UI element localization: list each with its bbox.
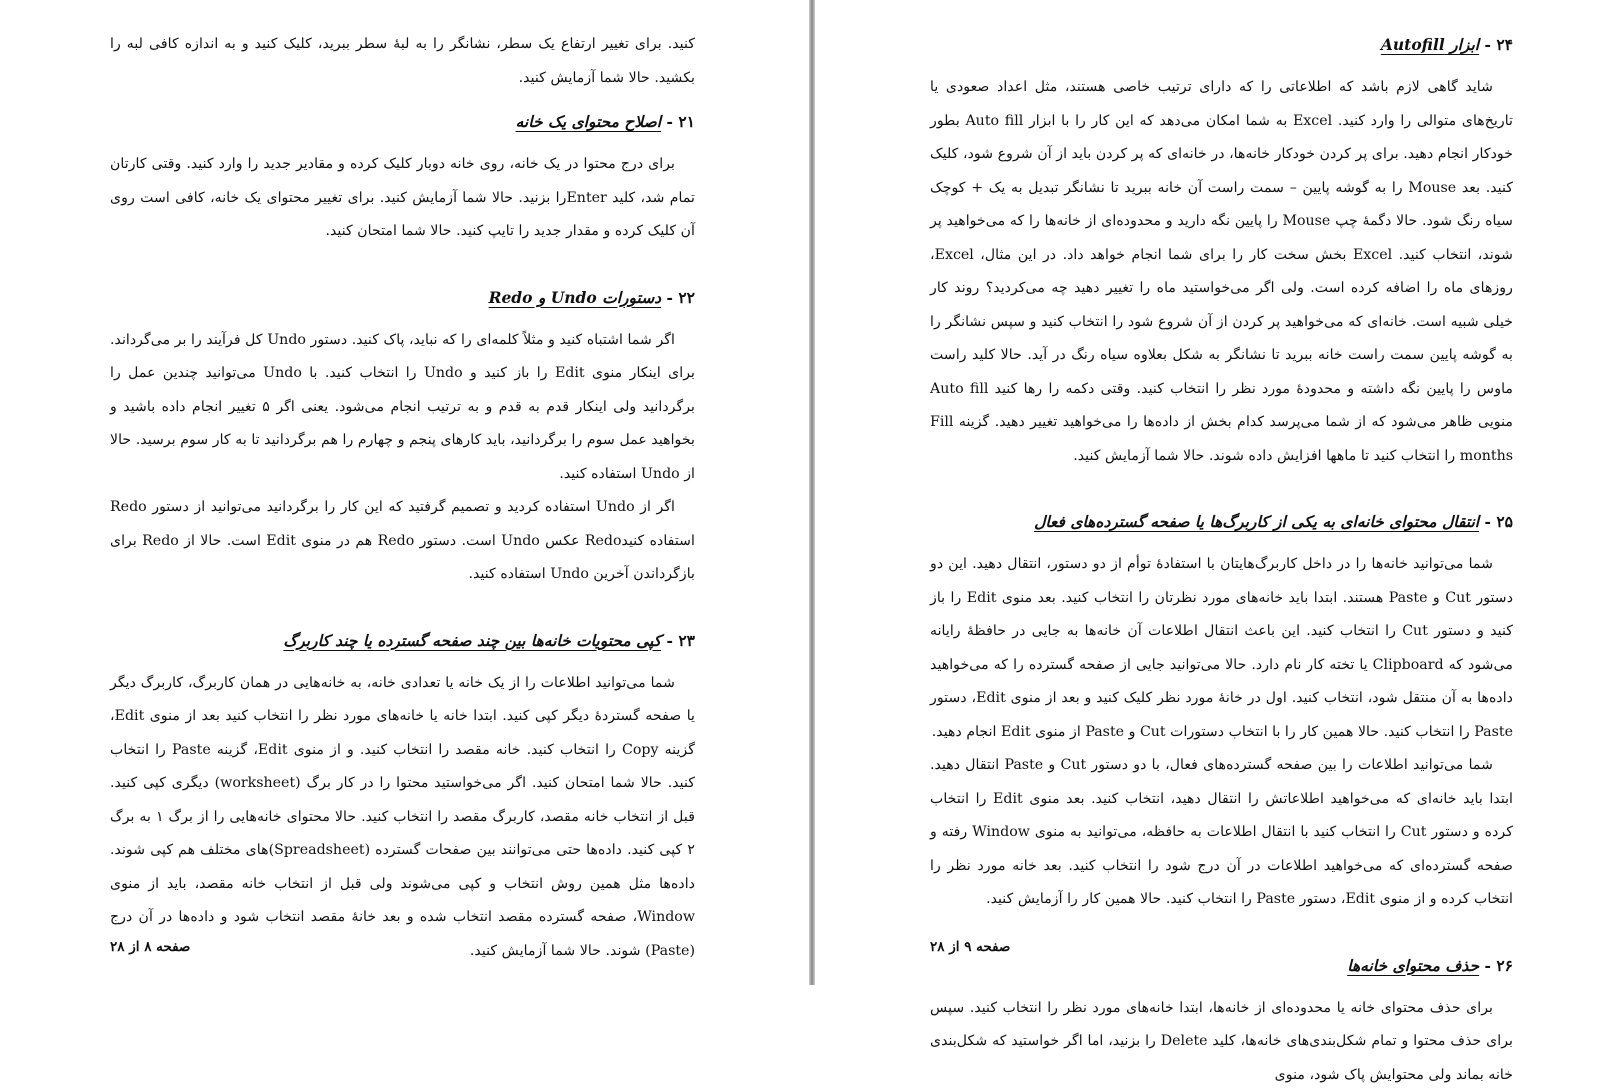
section-paragraph: شما می‌توانید اطلاعات را از یک خانه یا تعدادی خانه، به خانه‌هایی در همان کاربرگ، کاربرگ دیگر یا صفحه گستردهٔ دیگر کپی کنید. ابتدا خانه یا خانه‌های مورد نظر را انتخاب کنید بعد از منوی Edit، گزینه Copy را انتخاب کنید. خانه مقصد را انتخاب کنید. و از منوی Edit، گزینه Paste را انتخاب کنید. حالا شما امتحان کنید. اگر می‌خواستید محتوا را در کار برگ (worksheet) دیگری کپی کنید. قبل از انتخاب خانه مقصد، کاربرگ مقصد را انتخاب کنید. حالا محتوای خانه‌هایی را از برگ ۱ به برگ ۲ کپی کنید. داده‌ها حتی می‌توانند بین صفحات گسترده (Spreadsheet)های مختلف هم کپی شوند. داده‌ها مثل همین روش انتخاب و کپی می‌شوند ولی قبل از انتخاب خانه مقصد، باید از منوی Window، صفحه گسترده مقصد انتخاب شده و بعد خانهٔ مقصد انتخاب شود و داده‌ها در آن درج (Paste) شوند. حالا شما آزمایش کنید. (110, 667, 695, 969)
page-number-footer: صفحه ۹ از ۲۸ (930, 939, 1010, 955)
section-title: ابزار Autofill (1381, 35, 1479, 54)
document-page-9 (815, 0, 1622, 985)
section-heading-24 (930, 28, 1513, 61)
section-paragraph: اگر شما اشتباه کنید و مثلاً کلمه‌ای را که نباید، پاک کنید. دستور Undo کل فرآیند را بر می‌گرداند. برای اینکار منوی Edit را باز کنید و Undo را انتخاب کنید. با Undo می‌توانید چندین عمل را برگردانید ولی اینکار قدم به قدم و به ترتیب انجام می‌شود. یعنی اگر ۵ تغییر انجام داده باشید و بخواهید عمل سوم را برگردانید، باید کارهای پنجم و چهارم را هم برگردانید تا به کار سوم برسید. حالا از Undo استفاده کنید. (110, 324, 695, 492)
section-title: کپی محتویات خانه‌ها بین چند صفحه گسترده یا چند کاربرگ (283, 631, 661, 650)
section-heading-22 (110, 281, 695, 314)
section-heading-23 (110, 624, 695, 657)
page-body (930, 28, 1513, 1092)
section-title: حذف محتوای خانه‌ها (1347, 956, 1479, 975)
section-paragraph: شاید گاهی لازم باشد که اطلاعاتی را که دارای ترتیب خاصی هستند، مثل اعداد صعودی یا تاریخ‌های متوالی را وارد کنید. Excel به شما امکان می‌دهد که این کار را با ابزار Auto fill بطور خودکار انجام دهید. برای پر کردن خودکار خانه‌ها، در خانه‌ای که پر کردن باید از آن شروع شود، کلیک کنید. بعد Mouse را به گوشه پایین – سمت راست آن خانه ببرید تا نشانگر تبدیل به یک + کوچک سیاه رنگ شود. حالا دگمهٔ چپ Mouse را پایین نگه دارید و محدوده‌ای از خانه‌ها را که می‌خواهید پر شوند، انتخاب کنید. Excel بخش سخت کار را برای شما انجام خواهد داد. در این مثال، Excel، روزهای ماه را اضافه کرده است. ولی اگر می‌خواستید ماه را تغییر دهید چه می‌کردید؟ روند کار خیلی شبیه است. خانه‌ای که می‌خواهید پر کردن از آن شروع شود را انتخاب کنید و سپس نشانگر را به گوشه پایین سمت راست خانه ببرید تا نشانگر به شکل بعلاوه سیاه رنگ در آید. حالا کلید راست ماوس را پایین نگه داشته و محدودهٔ مورد نظر را انتخاب کنید. وقتی دکمه را رها کنید Auto fill منویی ظاهر می‌شود که از شما می‌پرسد کدام بخش از داده‌ها را می‌خواهید تغییر دهید. گزینه Fill months را انتخاب کنید تا ماهها افزایش داده شوند. حالا شما آزمایش کنید. (930, 71, 1513, 473)
section-paragraph: برای حذف محتوای خانه یا محدوده‌ای از خانه‌ها، ابتدا خانه‌های مورد نظر را انتخاب کنید. سپس برای حذف محتوا و تمام شکل‌بندی‌های خانه‌ها، کلید Delete را بزنید، اما اگر خواستید که شکل‌بندی خانه بماند ولی محتوایش پاک شود، منوی (930, 992, 1513, 1092)
document-page-8 (0, 0, 809, 985)
section-number: ۲۴ - (1485, 35, 1514, 54)
section-heading-21 (110, 105, 695, 138)
section-paragraph: اگر از Undo استفاده کردید و تصمیم گرفتید که این کار را برگردانید می‌توانید از دستور Redo استفاده کنیدRedo عکس Undo است. دستور Redo هم در منوی Edit است. حالا از Redo برای بازگرداندن آخرین Undo استفاده کنید. (110, 491, 695, 592)
section-title: اصلاح محتوای یک خانه (516, 112, 661, 131)
section-heading-26 (930, 949, 1513, 982)
section-heading-25 (930, 505, 1513, 538)
section-number: ۲۵ - (1485, 512, 1514, 531)
section-number: ۲۱ - (667, 112, 696, 131)
section-title: انتقال محتوای خانه‌ای به یکی از کاربرگ‌ها یا صفحه گسترده‌های فعال (1034, 512, 1479, 531)
section-number: ۲۶ - (1485, 956, 1514, 975)
section-paragraph: شما می‌توانید خانه‌ها را در داخل کاربرگ‌هایتان با استفادهٔ توأم از دو دستور، انتقال دهید. این دو دستور Cut و Paste هستند. ابتدا باید خانه‌های مورد نظرتان را انتخاب کنید. بعد منوی Edit را باز کنید و دستور Cut را انتخاب کنید. این باعث انتقال اطلاعات آن خانه‌ها به جایی در حافظهٔ رایانه می‌شود که Clipboard یا تخته کار نام دارد. حالا می‌توانید جایی از صفحه گسترده را که می‌خواهید داده‌ها به آن منتقل شود، انتخاب کنید. اول در خانهٔ مورد نظر کلیک کنید و بعد از منوی Edit، دستور Paste را انتخاب کنید. حالا همین کار را با انتخاب دستورات Cut و Paste از منوی Edit انجام دهید. (930, 548, 1513, 749)
section-paragraph: شما می‌توانید اطلاعات را بین صفحه گسترده‌های فعال، با دو دستور Cut و Paste انتقال دهید. ابتدا باید خانه‌ای که می‌خواهید اطلاعاتش را انتقال دهید، انتخاب کنید. بعد منوی Edit را انتخاب کرده و دستور Cut را انتخاب کنید با انتقال اطلاعات به حافظه، می‌توانید به منوی Window رفته و صفحه گسترده‌ای که می‌خواهید اطلاعات در آن درج شود را انتخاب کنید. بعد خانه مورد نظر را انتخاب کرده و از منوی Edit، دستور Paste را انتخاب کنید. حالا همین کار را آزمایش کنید. (930, 749, 1513, 917)
intro-paragraph: کنید. برای تغییر ارتفاع یک سطر، نشانگر را به لبهٔ سطر ببرید، کلیک کنید و به اندازه کافی لبه را بکشید. حالا شما آزمایش کنید. (110, 28, 695, 95)
section-number: ۲۲ - (667, 288, 696, 307)
page-number-footer: صفحه ۸ از ۲۸ (110, 939, 190, 955)
section-number: ۲۳ - (667, 631, 696, 650)
page-body (110, 28, 695, 968)
section-title: دستورات Undo و Redo (489, 288, 662, 307)
section-paragraph: برای درج محتوا در یک خانه، روی خانه دوبار کلیک کرده و مقادیر جدید را وارد کنید. وقتی کارتان تمام شد، کلید Enterرا بزنید. حالا شما آزمایش کنید. برای تغییر محتوای یک خانه، کافی است روی آن کلیک کرده و مقدار جدید را تایپ کنید. حالا شما امتحان کنید. (110, 148, 695, 249)
